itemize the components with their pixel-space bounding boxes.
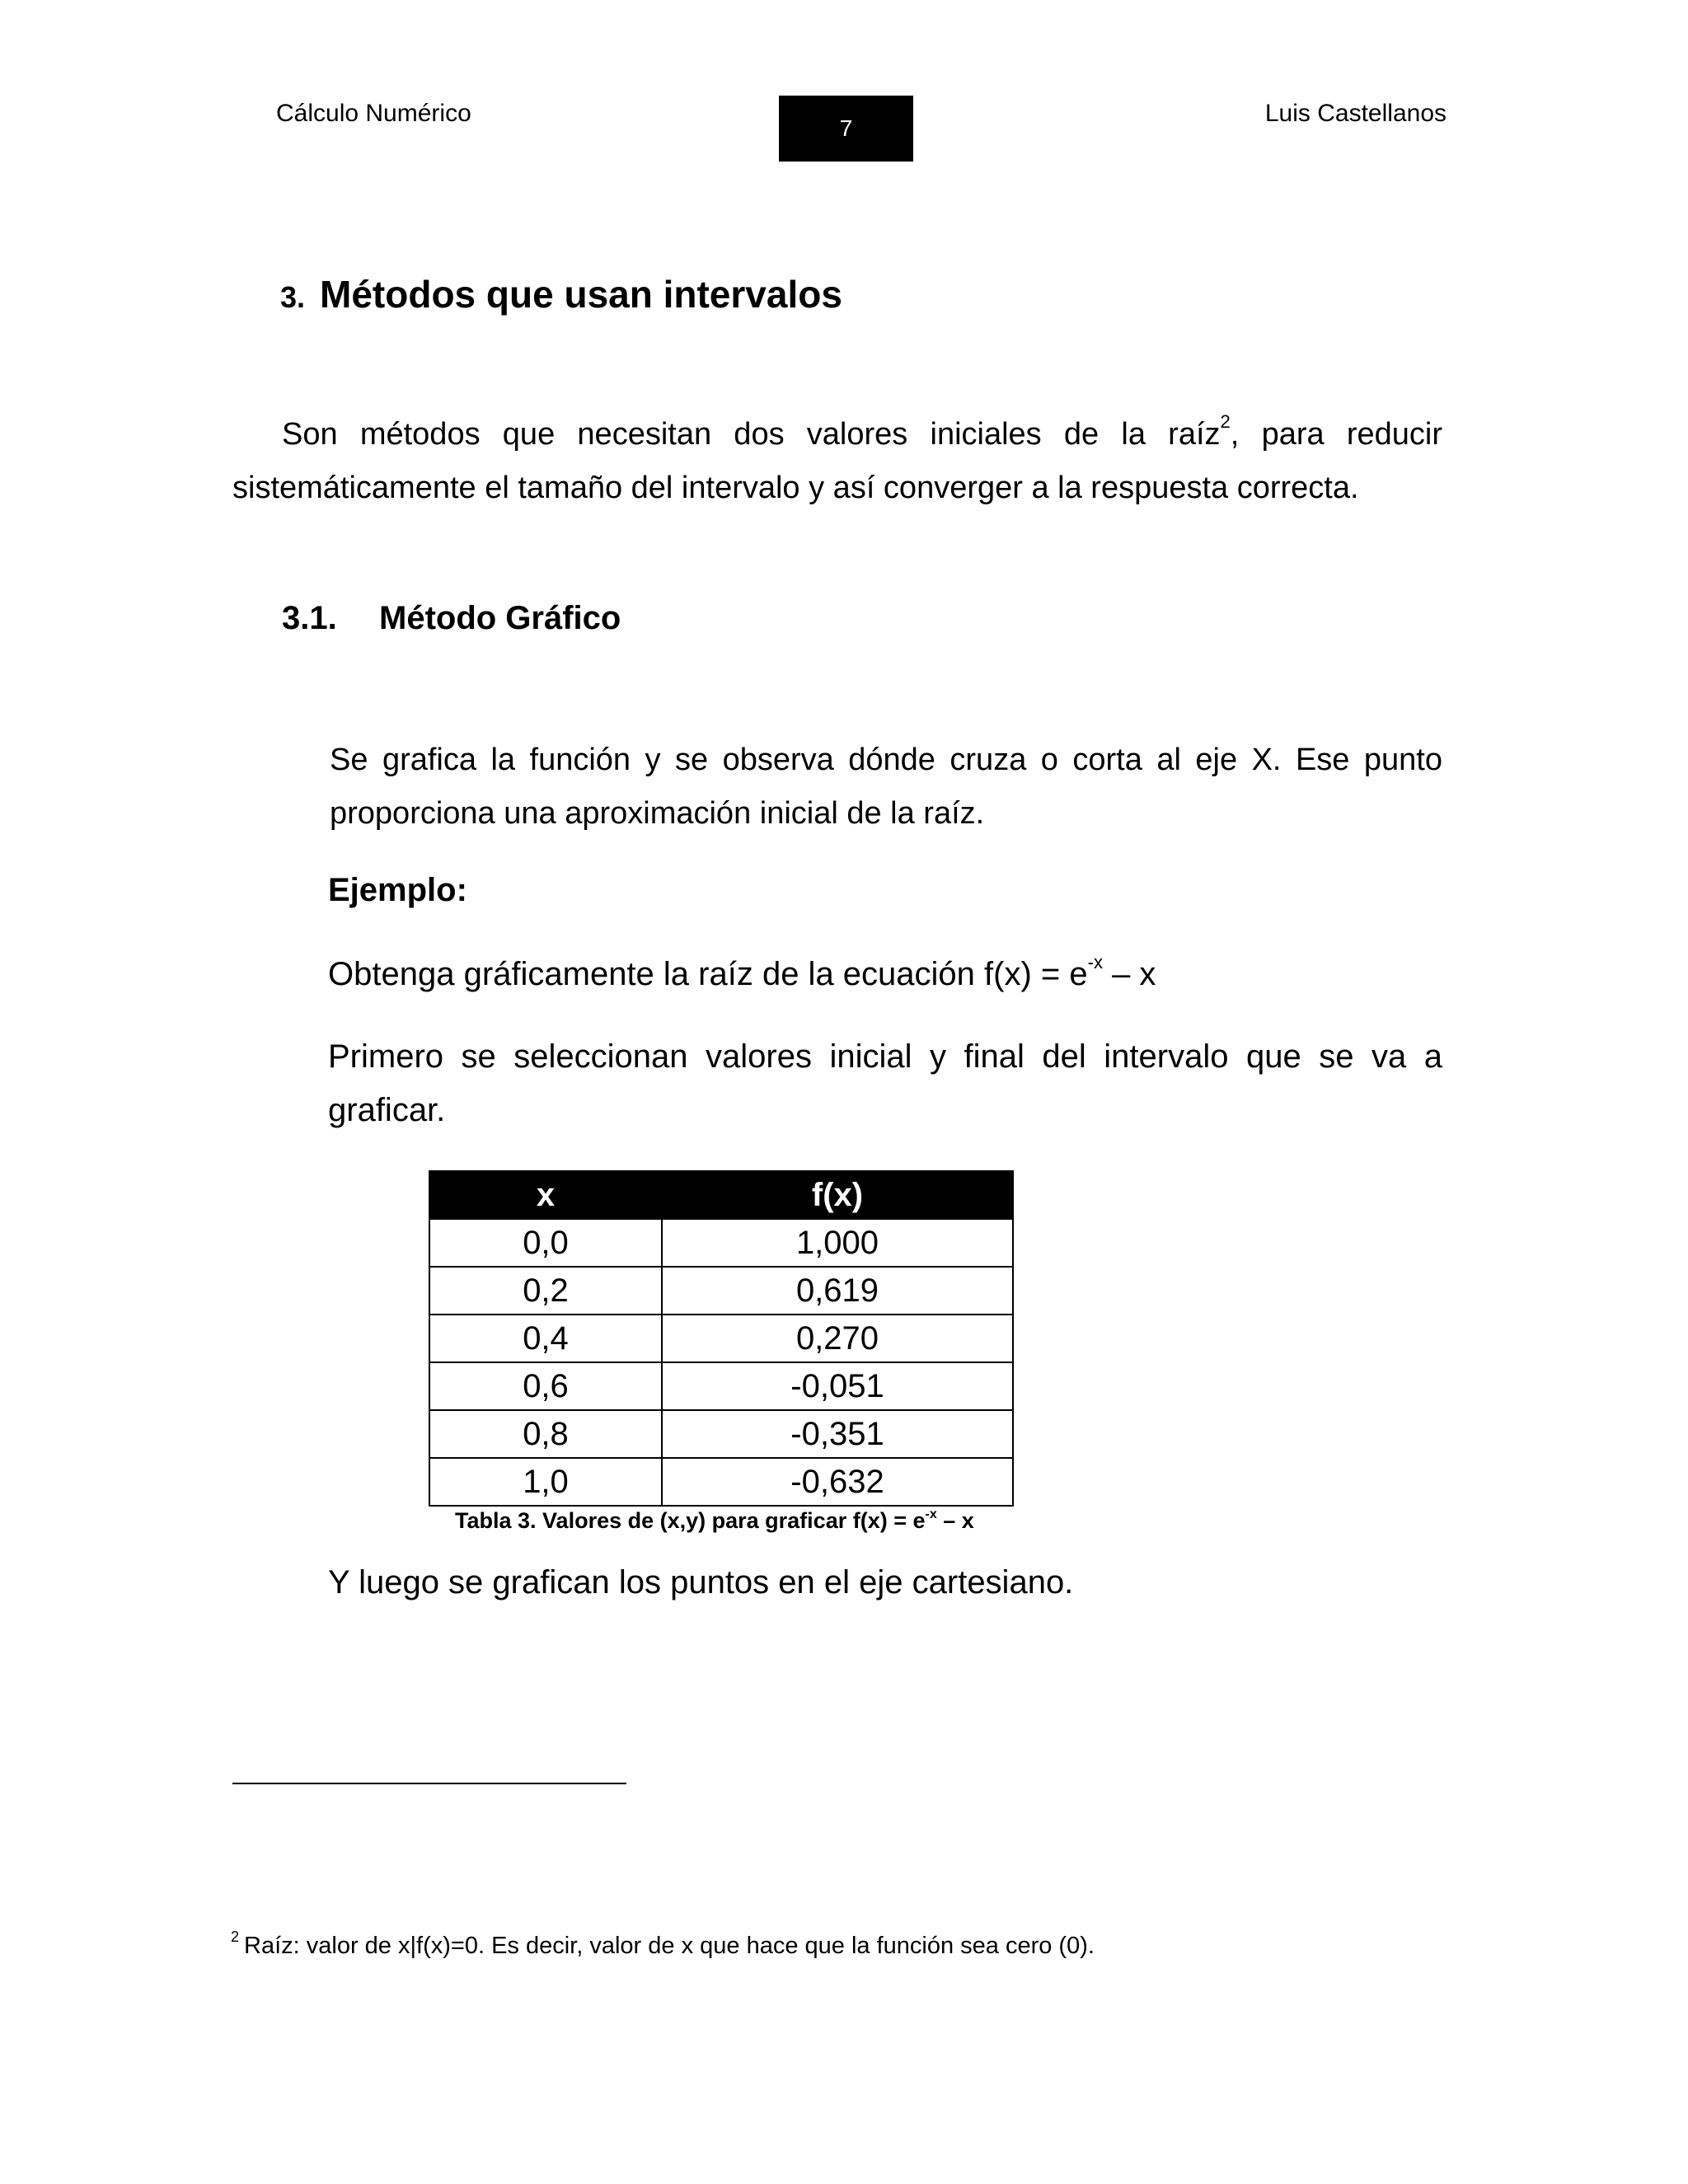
table-cell-x: 0,0: [429, 1219, 662, 1267]
example-label: Ejemplo:: [328, 872, 467, 908]
table-cell-x: 0,2: [429, 1267, 662, 1315]
equation-text-end: – x: [1102, 956, 1156, 992]
table-row: [429, 1410, 1013, 1458]
table-header-x: x: [429, 1171, 662, 1219]
subsection-number: 3.1.: [282, 600, 337, 636]
table-row: [429, 1362, 1013, 1410]
subsection-heading: [282, 600, 621, 637]
values-table: [429, 1170, 1014, 1507]
page-number-badge: [779, 96, 913, 162]
table-row: [429, 1458, 1013, 1506]
table-header-row: [429, 1171, 1013, 1219]
table-cell-x: 0,6: [429, 1362, 662, 1410]
header-course-title: Cálculo Numérico: [276, 100, 471, 127]
equation-paragraph: [328, 948, 1482, 1001]
table-cell-fx: 1,000: [662, 1219, 1013, 1267]
caption-exponent: -x: [925, 1507, 937, 1521]
page-number: 7: [839, 115, 853, 141]
table-cell-x: 1,0: [429, 1458, 662, 1506]
section-number: 3.: [280, 280, 306, 314]
footnote-marker: 2: [231, 1929, 240, 1945]
header-author: Luis Castellanos: [1264, 100, 1447, 127]
footnote: [231, 1929, 1095, 1960]
table-cell-fx: -0,051: [662, 1362, 1013, 1410]
table-cell-fx: -0,351: [662, 1410, 1013, 1458]
section-title: Métodos que usan intervalos: [320, 273, 842, 316]
table-caption: [429, 1508, 1040, 1534]
intro-paragraph: [232, 408, 1442, 515]
table-cell-fx: 0,619: [662, 1267, 1013, 1315]
table-cell-x: 0,8: [429, 1410, 662, 1458]
intro-text: Son métodos que necesitan dos valores iniciales de la raíz: [282, 417, 1221, 452]
table-row: [429, 1315, 1013, 1362]
table-row: [429, 1267, 1013, 1315]
footnote-text: Raíz: valor de x|f(x)=0. Es decir, valor de x que hace que la función sea cero (0).: [244, 1933, 1095, 1959]
table-cell-x: 0,4: [429, 1315, 662, 1362]
interval-paragraph: Primero se seleccionan valores inicial y final del intervalo que se va a graficar.: [328, 1038, 1442, 1128]
closing-paragraph: Y luego se grafican los puntos en el eje cartesiano.: [328, 1564, 1074, 1601]
section-heading: [280, 272, 842, 316]
graphic-method-paragraph: Se grafica la función y se observa dónde cruza o corta al eje X. Ese punto proporciona una aproximación inicial de la raíz.: [330, 743, 1442, 831]
equation-exponent: -x: [1087, 952, 1103, 972]
footnote-reference[interactable]: 2: [1220, 411, 1231, 432]
table-row: [429, 1219, 1013, 1267]
subsection-title: Método Gráfico: [379, 600, 621, 636]
table-header-fx: f(x): [662, 1171, 1013, 1219]
caption-text: Tabla 3. Valores de (x,y) para graficar f(x) = e: [455, 1508, 926, 1533]
equation-text: Obtenga gráficamente la raíz de la ecuación f(x) = e: [328, 956, 1088, 992]
intro-text-continued: , para reducir sistemáticamente el tamaño del intervalo y así converger a la respuesta correcta.: [232, 417, 1443, 505]
caption-text-end: – x: [936, 1508, 974, 1533]
table-cell-fx: -0,632: [662, 1458, 1013, 1506]
footnote-divider: [232, 1783, 626, 1784]
table-cell-fx: 0,270: [662, 1315, 1013, 1362]
